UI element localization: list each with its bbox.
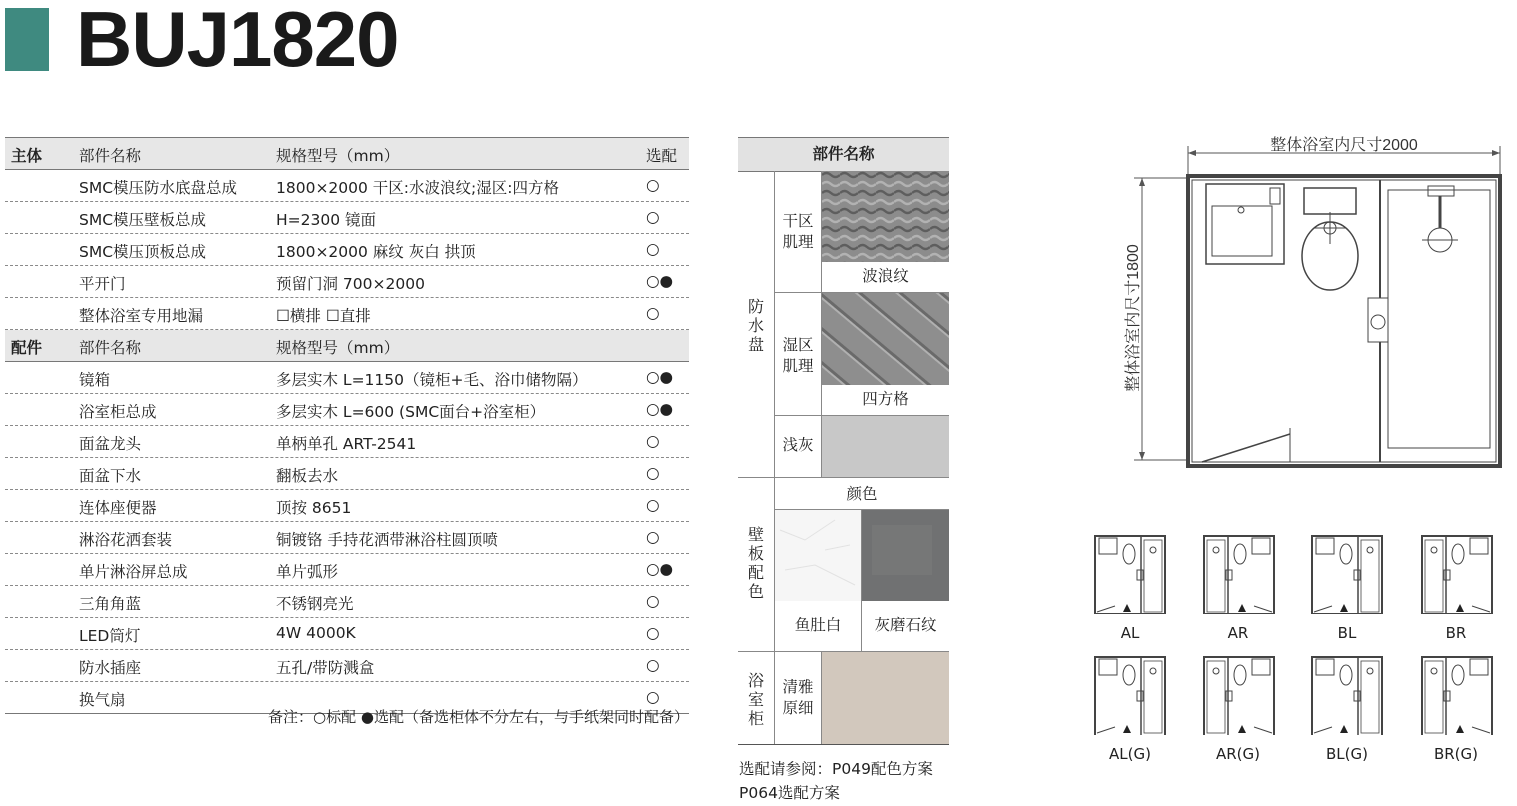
part-name: 三角角蓝 bbox=[79, 595, 142, 613]
option-symbol: ○● bbox=[646, 272, 674, 290]
fish-white-swatch bbox=[775, 510, 861, 601]
part-name: 连体座便器 bbox=[79, 499, 157, 517]
parts-panel bbox=[738, 137, 949, 745]
part-name: 浴室柜总成 bbox=[79, 403, 157, 421]
variant-label: AL bbox=[1120, 624, 1140, 642]
variant-plan-thumbnail bbox=[1093, 655, 1168, 735]
col-name-header: 部件名称 bbox=[79, 339, 142, 357]
variant-label: AR bbox=[1227, 624, 1249, 642]
part-spec: 不锈钢亮光 bbox=[276, 595, 354, 613]
option-symbol: ○ bbox=[646, 688, 660, 706]
variant-label: AL(G) bbox=[1109, 745, 1151, 763]
part-name: 换气扇 bbox=[79, 691, 126, 709]
option-symbol: ○ bbox=[646, 176, 660, 194]
parts-panel-header: 部件名称 bbox=[738, 137, 949, 172]
footer-line-1: 选配请参阅：P049配色方案 bbox=[739, 760, 933, 778]
table-row bbox=[5, 458, 689, 490]
dry-texture-label: 干区 肌理 bbox=[782, 212, 814, 251]
floor-plan bbox=[1110, 128, 1510, 473]
table-row bbox=[5, 522, 689, 554]
fish-white-caption: 鱼肚白 bbox=[794, 616, 842, 634]
footer-note bbox=[739, 757, 933, 805]
part-name: SMC模压壁板总成 bbox=[79, 211, 207, 229]
part-name: SMC模压顶板总成 bbox=[79, 243, 207, 261]
terrazzo-swatch bbox=[862, 510, 949, 601]
table-row bbox=[5, 298, 689, 330]
part-spec: 五孔/带防溅盒 bbox=[276, 659, 375, 677]
tray-label: 防 水 盘 bbox=[747, 297, 764, 354]
option-symbol: ○ bbox=[646, 304, 660, 322]
part-name: SMC模压防水底盘总成 bbox=[79, 179, 238, 197]
terrazzo-caption: 灰磨石纹 bbox=[874, 616, 937, 634]
table-row bbox=[5, 170, 689, 202]
part-name: LED筒灯 bbox=[79, 627, 141, 645]
variant-plan-thumbnail bbox=[1419, 534, 1494, 614]
option-symbol: ○ bbox=[646, 432, 660, 450]
section-label: 配件 bbox=[11, 339, 43, 357]
part-spec: 预留门洞 700×2000 bbox=[276, 275, 425, 293]
option-symbol: ○● bbox=[646, 368, 674, 386]
grid-texture-swatch bbox=[822, 293, 949, 385]
part-spec: 1800×2000 干区:水波浪纹;湿区:四方格 bbox=[276, 179, 559, 197]
option-symbol: ○● bbox=[646, 400, 674, 418]
variant-plan-thumbnail bbox=[1093, 534, 1168, 614]
wall-color-label: 壁 板 配 色 bbox=[747, 525, 764, 601]
part-spec: 翻板去水 bbox=[276, 467, 339, 485]
dry-texture-caption: 波浪纹 bbox=[862, 267, 909, 285]
variant-label: BR(G) bbox=[1433, 745, 1479, 763]
part-name: 淋浴花洒套装 bbox=[79, 531, 173, 549]
option-symbol: ○ bbox=[646, 496, 660, 514]
col-spec-header: 规格型号（mm） bbox=[276, 339, 400, 357]
table-row bbox=[5, 554, 689, 586]
wet-texture-label: 湿区 肌理 bbox=[782, 336, 814, 375]
light-gray-label: 浅灰 bbox=[782, 436, 814, 454]
part-name: 面盆龙头 bbox=[79, 435, 142, 453]
table-row bbox=[5, 394, 689, 426]
option-symbol: ○ bbox=[646, 464, 660, 482]
col-opt-header: 选配 bbox=[646, 147, 678, 165]
part-spec: 单柄单孔 ART-2541 bbox=[276, 435, 417, 453]
wave-texture-swatch bbox=[822, 171, 949, 262]
option-symbol: ○ bbox=[646, 208, 660, 226]
option-symbol: ○ bbox=[646, 592, 660, 610]
col-name-header: 部件名称 bbox=[79, 147, 142, 165]
color-caption: 颜色 bbox=[846, 485, 878, 503]
variant-label: BL bbox=[1337, 624, 1357, 642]
part-spec: 1800×2000 麻纹 灰白 拱顶 bbox=[276, 243, 476, 261]
table-row bbox=[5, 202, 689, 234]
option-symbol: ○ bbox=[646, 656, 660, 674]
variant-label: BL(G) bbox=[1326, 745, 1368, 763]
part-name: 单片淋浴屏总成 bbox=[79, 563, 188, 581]
table-row bbox=[5, 234, 689, 266]
part-name: 镜箱 bbox=[79, 371, 111, 389]
table-row bbox=[5, 490, 689, 522]
cabinet-label: 浴 室 柜 bbox=[747, 671, 764, 728]
option-symbol: ○● bbox=[646, 560, 674, 578]
part-spec: 4W 4000K bbox=[276, 624, 356, 642]
part-spec: 顶按 8651 bbox=[276, 499, 352, 517]
option-symbol: ○ bbox=[646, 240, 660, 258]
table-row bbox=[5, 586, 689, 618]
variant-label: AR(G) bbox=[1215, 745, 1260, 763]
option-symbol: ○ bbox=[646, 528, 660, 546]
variant-plan-thumbnail bbox=[1310, 534, 1385, 614]
part-spec: 多层实木 L=600 (SMC面台+浴室柜） bbox=[276, 403, 546, 421]
cabinet-swatch bbox=[822, 652, 949, 744]
part-spec: 单片弧形 bbox=[276, 563, 339, 581]
part-name: 整体浴室专用地漏 bbox=[79, 307, 204, 325]
spec-table bbox=[5, 137, 689, 726]
light-gray-swatch bbox=[822, 416, 949, 477]
section-label: 主体 bbox=[11, 147, 43, 165]
table-row bbox=[5, 362, 689, 394]
footer-line-2: P064选配方案 bbox=[739, 784, 840, 802]
part-name: 面盆下水 bbox=[79, 467, 142, 485]
page-title: BUJ1820 bbox=[76, 0, 399, 83]
table-row bbox=[5, 618, 689, 650]
part-spec: 铜镀铬 手持花洒带淋浴柱圆顶喷 bbox=[276, 531, 498, 549]
col-spec-header: 规格型号（mm） bbox=[276, 147, 400, 165]
table-row bbox=[5, 426, 689, 458]
table-row bbox=[5, 266, 689, 298]
variant-plan-thumbnail bbox=[1201, 534, 1276, 614]
option-symbol: ○ bbox=[646, 624, 660, 642]
part-spec: 多层实木 L=1150（镜柜+毛、浴巾储物隔） bbox=[276, 371, 588, 389]
width-dimension-label: 整体浴室内尺寸2000 bbox=[1270, 137, 1418, 154]
cabinet-caption: 清雅 原细 bbox=[782, 678, 814, 717]
main-section-header bbox=[5, 137, 689, 170]
variant-label: BR bbox=[1445, 624, 1467, 642]
variant-plan-thumbnail bbox=[1419, 655, 1494, 735]
part-spec: ☐横排 ☐直排 bbox=[276, 307, 371, 325]
parts-section-header bbox=[5, 330, 689, 362]
variant-plan-thumbnail bbox=[1201, 655, 1276, 735]
height-dimension-label: 整体浴室内尺寸1800 bbox=[1125, 244, 1142, 392]
legend-note: 备注：○标配 ●选配（备选柜体不分左右，与手纸架同时配备） bbox=[268, 708, 689, 726]
variant-plan-thumbnail bbox=[1310, 655, 1385, 735]
table-row bbox=[5, 650, 689, 682]
wet-texture-caption: 四方格 bbox=[862, 390, 909, 408]
title-accent-block bbox=[5, 8, 49, 71]
part-spec: H=2300 镜面 bbox=[276, 211, 377, 229]
part-name: 平开门 bbox=[79, 275, 126, 293]
part-name: 防水插座 bbox=[79, 659, 142, 677]
